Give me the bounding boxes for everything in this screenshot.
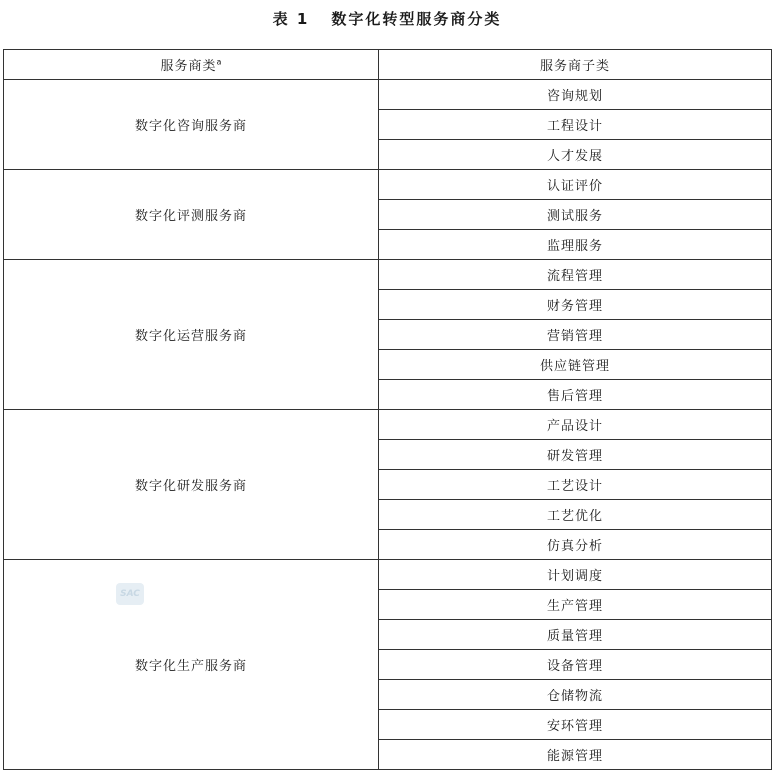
subcategory-cell: 仓储物流	[379, 680, 772, 710]
subcategory-cell: 认证评价	[379, 170, 772, 200]
subcategory-cell: 生产管理	[379, 590, 772, 620]
subcategory-cell: 质量管理	[379, 620, 772, 650]
subcategory-cell: 供应链管理	[379, 350, 772, 380]
category-cell-consulting: 数字化咨询服务商	[4, 80, 379, 170]
subcategory-cell: 人才发展	[379, 140, 772, 170]
subcategory-cell: 财务管理	[379, 290, 772, 320]
category-cell-evaluation: 数字化评测服务商	[4, 170, 379, 260]
subcategory-cell: 设备管理	[379, 650, 772, 680]
table-row	[4, 80, 772, 110]
subcategory-cell: 能源管理	[379, 740, 772, 770]
subcategory-cell: 工艺设计	[379, 470, 772, 500]
subcategory-cell: 工程设计	[379, 110, 772, 140]
subcategory-cell: 测试服务	[379, 200, 772, 230]
table-caption: 数字化转型服务商分类	[331, 10, 502, 28]
subcategory-cell: 营销管理	[379, 320, 772, 350]
header-category-label: 服务商类	[160, 59, 217, 74]
category-cell-production: 数字化生产服务商	[4, 560, 379, 770]
service-provider-table	[3, 49, 772, 770]
subcategory-cell: 计划调度	[379, 560, 772, 590]
category-cell-operations: 数字化运营服务商	[4, 260, 379, 410]
subcategory-cell: 工艺优化	[379, 500, 772, 530]
subcategory-cell: 咨询规划	[379, 80, 772, 110]
sac-watermark-logo	[116, 583, 144, 605]
subcategory-cell: 仿真分析	[379, 530, 772, 560]
subcategory-cell: 安环管理	[379, 710, 772, 740]
watermark-text: SAC	[120, 589, 140, 599]
subcategory-cell: 流程管理	[379, 260, 772, 290]
header-row	[4, 50, 772, 80]
subcategory-cell: 产品设计	[379, 410, 772, 440]
table-row	[4, 410, 772, 440]
header-category	[4, 50, 379, 80]
category-cell-rnd: 数字化研发服务商	[4, 410, 379, 560]
subcategory-cell: 监理服务	[379, 230, 772, 260]
header-subcategory: 服务商子类	[379, 50, 772, 80]
table-row	[4, 170, 772, 200]
footnote-marker: a	[216, 57, 222, 67]
table-title	[0, 6, 774, 32]
subcategory-cell: 研发管理	[379, 440, 772, 470]
subcategory-cell: 售后管理	[379, 380, 772, 410]
table-row	[4, 260, 772, 290]
table-number: 表 1	[272, 10, 310, 28]
